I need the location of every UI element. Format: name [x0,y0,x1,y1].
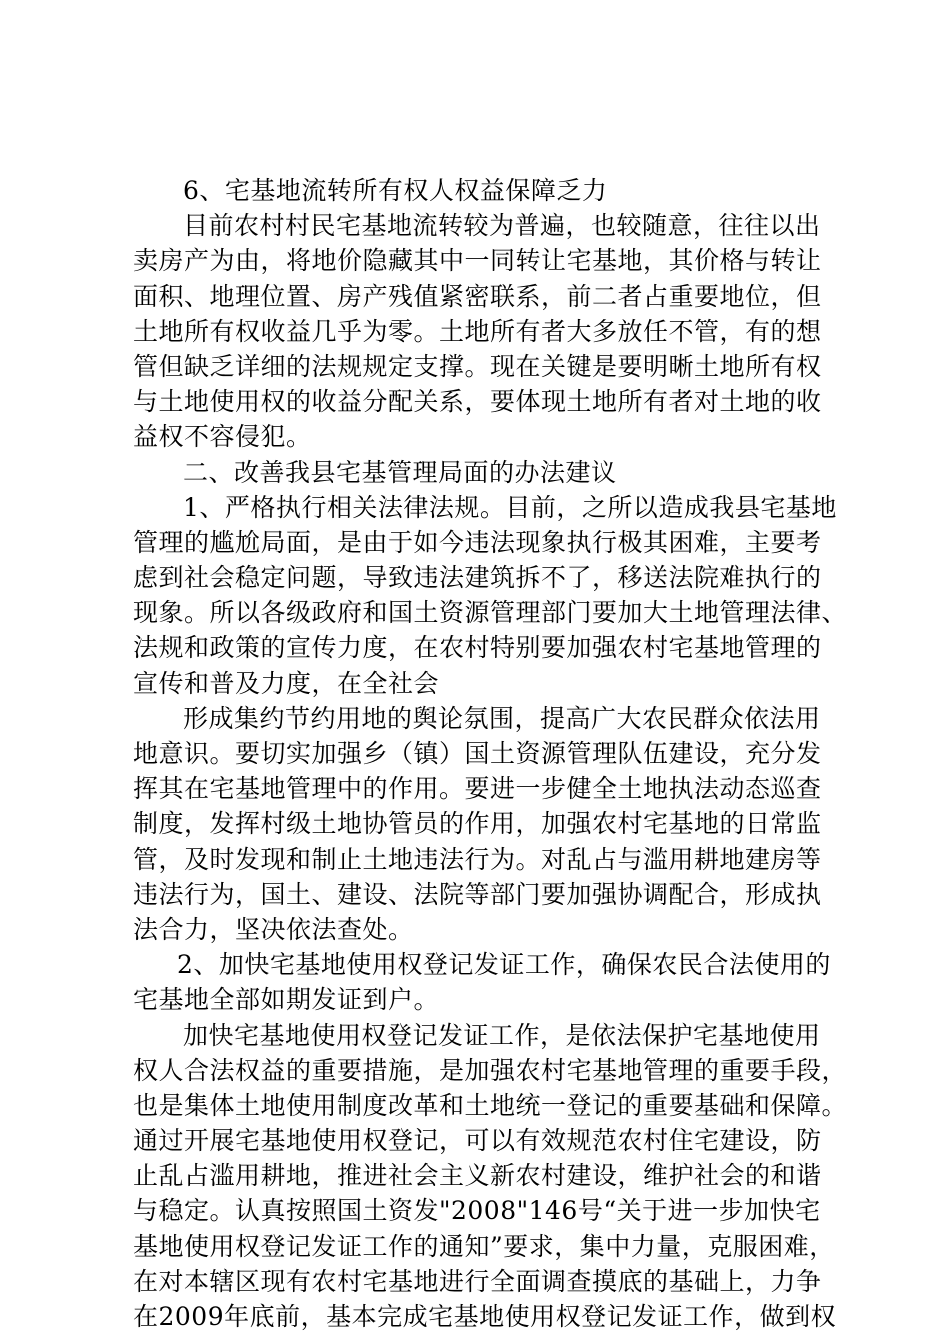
paragraph-line: 制度，发挥村级土地协管员的作用，加强农村宅基地的日常监 [133,809,822,839]
paragraph-line: 益权不容侵犯。 [133,422,312,452]
paragraph-line: 在2009年底前，基本完成宅基地使用权登记发证工作，做到权 [133,1302,837,1331]
paragraph-line: 管，及时发现和制止土地违法行为。对乱占与滥用耕地建房等 [133,844,822,874]
paragraph-line: 现象。所以各级政府和国土资源管理部门要加大土地管理法律、 [133,598,848,628]
paragraph-line: 基地使用权登记发证工作的通知”要求，集中力量，克服困难， [133,1231,835,1261]
paragraph-line: 宅基地全部如期发证到户。 [133,985,440,1015]
paragraph-line: 面积、地理位置、房产残值紧密联系，前二者占重要地位，但 [133,281,822,311]
paragraph-line: 挥其在宅基地管理中的作用。要进一步健全土地执法动态巡查 [133,774,822,804]
paragraph-line: 与稳定。认真按照国土资发"2008"146号“关于进一步加快宅 [133,1196,821,1226]
paragraph-line: 土地所有权收益几乎为零。土地所有者大多放任不管，有的想 [133,316,822,346]
paragraph-line: 卖房产为由，将地价隐藏其中一同转让宅基地，其价格与转让 [133,246,822,276]
paragraph-line: 也是集体土地使用制度改革和土地统一登记的重要基础和保障。 [133,1090,848,1120]
paragraph-line: 管但缺乏详细的法规规定支撑。现在关键是要明晰土地所有权 [133,351,822,381]
paragraph-line: 在对本辖区现有农村宅基地进行全面调查摸底的基础上，力争 [133,1266,822,1296]
paragraph-line: 管理的尴尬局面，是由于如今违法现象执行极其困难，主要考 [133,527,822,557]
paragraph-line: 通过开展宅基地使用权登记，可以有效规范农村住宅建设，防 [133,1126,822,1156]
paragraph-line: 与土地使用权的收益分配关系，要体现土地所有者对土地的收 [133,387,822,417]
paragraph-line: 2、加快宅基地使用权登记发证工作，确保农民合法使用的 [177,950,831,980]
paragraph-line: 法合力，坚决依法查处。 [133,914,414,944]
paragraph-line: 宣传和普及力度，在全社会 [133,668,440,698]
paragraph-line: 违法行为，国土、建设、法院等部门要加强协调配合，形成执 [133,879,822,909]
document-body [133,173,848,1334]
paragraph-line: 虑到社会稳定问题，导致违法建筑拆不了，移送法院难执行的 [133,563,822,593]
paragraph-line: 加快宅基地使用权登记发证工作，是依法保护宅基地使用 [183,1020,821,1050]
paragraph-line: 地意识。要切实加强乡（镇）国土资源管理队伍建设，充分发 [133,739,822,768]
paragraph-line: 形成集约节约用地的舆论氛围，提高广大农民群众依法用 [183,703,821,733]
section-heading: 二、改善我县宅基管理局面的办法建议 [183,457,617,487]
section-heading: 6、宅基地流转所有权人权益保障乏力 [183,176,608,205]
paragraph-line: 1、严格执行相关法律法规。目前，之所以造成我县宅基地 [183,492,837,522]
paragraph-line: 目前农村村民宅基地流转较为普遍，也较随意，往往以出 [183,211,821,241]
paragraph-line: 止乱占滥用耕地，推进社会主义新农村建设，维护社会的和谐 [133,1161,822,1191]
paragraph-line: 法规和政策的宣传力度，在农村特别要加强农村宅基地管理的 [133,633,822,663]
paragraph-line: 权人合法权益的重要措施，是加强农村宅基地管理的重要手段， [133,1055,848,1085]
